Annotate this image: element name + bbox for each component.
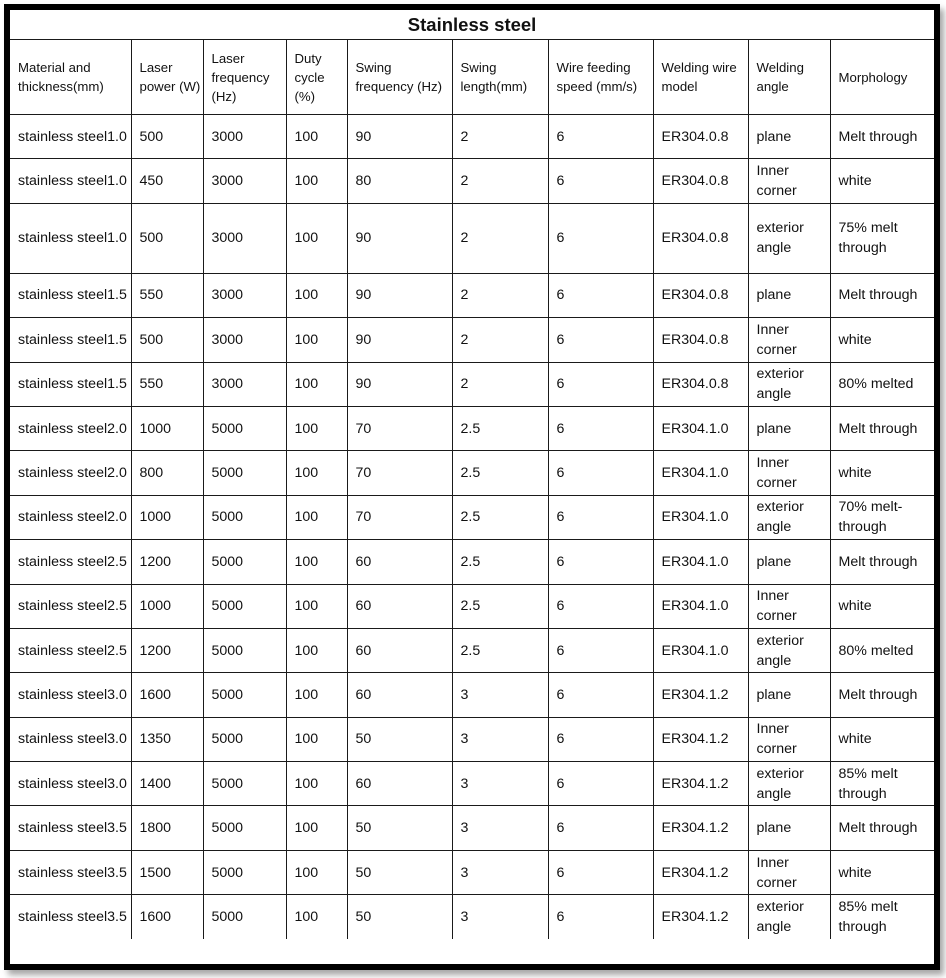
column-header: Swing frequency (Hz) — [347, 40, 452, 115]
cell-welding-angle: Inner corner — [748, 159, 830, 203]
cell-material: stainless steel3.0 — [10, 762, 131, 806]
cell-swing-frequency: 70 — [347, 495, 452, 539]
cell-swing-frequency: 70 — [347, 406, 452, 450]
cell-welding-angle: exterior angle — [748, 203, 830, 273]
cell-laser-frequency: 5000 — [203, 540, 286, 584]
cell-swing-length: 2 — [452, 362, 548, 406]
table-row — [10, 806, 934, 850]
cell-laser-power: 1800 — [131, 806, 203, 850]
cell-material: stainless steel3.5 — [10, 806, 131, 850]
cell-duty-cycle: 100 — [286, 717, 347, 761]
cell-morphology: Melt through — [830, 115, 934, 159]
cell-swing-length: 2 — [452, 318, 548, 362]
cell-welding-angle: Inner corner — [748, 717, 830, 761]
cell-duty-cycle: 100 — [286, 159, 347, 203]
cell-morphology: 85% melt through — [830, 895, 934, 939]
cell-material: stainless steel3.0 — [10, 717, 131, 761]
cell-material: stainless steel2.0 — [10, 451, 131, 495]
cell-duty-cycle: 100 — [286, 628, 347, 672]
cell-swing-frequency: 90 — [347, 273, 452, 317]
cell-wire-feed-speed: 6 — [548, 203, 653, 273]
cell-wire-model: ER304.1.0 — [653, 584, 748, 628]
cell-duty-cycle: 100 — [286, 850, 347, 894]
cell-wire-model: ER304.1.0 — [653, 451, 748, 495]
cell-wire-model: ER304.0.8 — [653, 273, 748, 317]
cell-laser-frequency: 3000 — [203, 273, 286, 317]
cell-wire-feed-speed: 6 — [548, 895, 653, 939]
cell-duty-cycle: 100 — [286, 203, 347, 273]
cell-wire-model: ER304.0.8 — [653, 203, 748, 273]
stainless-steel-table — [10, 10, 934, 939]
cell-wire-feed-speed: 6 — [548, 717, 653, 761]
cell-wire-feed-speed: 6 — [548, 159, 653, 203]
cell-laser-power: 1400 — [131, 762, 203, 806]
cell-swing-length: 2.5 — [452, 451, 548, 495]
column-header: Material and thickness(mm) — [10, 40, 131, 115]
cell-welding-angle: Inner corner — [748, 451, 830, 495]
cell-duty-cycle: 100 — [286, 273, 347, 317]
cell-swing-length: 2 — [452, 273, 548, 317]
column-header: Laser power (W) — [131, 40, 203, 115]
cell-material: stainless steel2.5 — [10, 584, 131, 628]
cell-wire-model: ER304.0.8 — [653, 362, 748, 406]
table-row — [10, 762, 934, 806]
column-header: Duty cycle (%) — [286, 40, 347, 115]
cell-laser-frequency: 5000 — [203, 717, 286, 761]
cell-laser-power: 450 — [131, 159, 203, 203]
cell-material: stainless steel2.5 — [10, 628, 131, 672]
cell-swing-length: 2 — [452, 115, 548, 159]
cell-morphology: Melt through — [830, 540, 934, 584]
cell-swing-frequency: 90 — [347, 203, 452, 273]
cell-laser-frequency: 3000 — [203, 203, 286, 273]
cell-laser-frequency: 5000 — [203, 806, 286, 850]
cell-material: stainless steel2.0 — [10, 495, 131, 539]
cell-swing-frequency: 50 — [347, 850, 452, 894]
cell-swing-frequency: 60 — [347, 540, 452, 584]
cell-morphology: white — [830, 584, 934, 628]
cell-wire-feed-speed: 6 — [548, 673, 653, 717]
cell-welding-angle: exterior angle — [748, 895, 830, 939]
cell-laser-frequency: 5000 — [203, 628, 286, 672]
cell-laser-power: 1350 — [131, 717, 203, 761]
table-row — [10, 850, 934, 894]
table-row — [10, 159, 934, 203]
cell-morphology: 75% melt through — [830, 203, 934, 273]
cell-wire-model: ER304.1.2 — [653, 673, 748, 717]
cell-laser-frequency: 3000 — [203, 115, 286, 159]
cell-morphology: white — [830, 717, 934, 761]
table-row — [10, 495, 934, 539]
cell-duty-cycle: 100 — [286, 895, 347, 939]
cell-laser-power: 1200 — [131, 540, 203, 584]
cell-swing-length: 3 — [452, 850, 548, 894]
cell-duty-cycle: 100 — [286, 806, 347, 850]
cell-duty-cycle: 100 — [286, 584, 347, 628]
cell-wire-model: ER304.1.0 — [653, 540, 748, 584]
cell-wire-model: ER304.1.0 — [653, 628, 748, 672]
cell-duty-cycle: 100 — [286, 540, 347, 584]
column-header: Morphology — [830, 40, 934, 115]
cell-welding-angle: plane — [748, 540, 830, 584]
cell-laser-power: 500 — [131, 318, 203, 362]
cell-morphology: Melt through — [830, 673, 934, 717]
cell-welding-angle: exterior angle — [748, 762, 830, 806]
cell-wire-feed-speed: 6 — [548, 406, 653, 450]
cell-swing-length: 2.5 — [452, 628, 548, 672]
cell-swing-length: 2.5 — [452, 406, 548, 450]
cell-swing-length: 2.5 — [452, 584, 548, 628]
cell-duty-cycle: 100 — [286, 362, 347, 406]
cell-swing-length: 3 — [452, 895, 548, 939]
cell-laser-frequency: 5000 — [203, 762, 286, 806]
cell-laser-power: 550 — [131, 273, 203, 317]
cell-duty-cycle: 100 — [286, 495, 347, 539]
table-row — [10, 584, 934, 628]
cell-laser-power: 1200 — [131, 628, 203, 672]
cell-swing-frequency: 50 — [347, 806, 452, 850]
cell-wire-feed-speed: 6 — [548, 273, 653, 317]
header-row — [10, 40, 934, 115]
cell-welding-angle: exterior angle — [748, 362, 830, 406]
cell-wire-model: ER304.1.0 — [653, 495, 748, 539]
column-header: Swing length(mm) — [452, 40, 548, 115]
cell-duty-cycle: 100 — [286, 318, 347, 362]
cell-welding-angle: Inner corner — [748, 584, 830, 628]
cell-material: stainless steel3.5 — [10, 850, 131, 894]
cell-laser-power: 1000 — [131, 406, 203, 450]
cell-laser-frequency: 3000 — [203, 159, 286, 203]
cell-morphology: 80% melted — [830, 628, 934, 672]
cell-wire-model: ER304.1.2 — [653, 762, 748, 806]
cell-laser-power: 1000 — [131, 584, 203, 628]
cell-swing-length: 3 — [452, 673, 548, 717]
cell-swing-length: 3 — [452, 806, 548, 850]
cell-wire-model: ER304.1.2 — [653, 806, 748, 850]
table-title: Stainless steel — [10, 10, 934, 40]
cell-morphology: 80% melted — [830, 362, 934, 406]
cell-material: stainless steel2.0 — [10, 406, 131, 450]
cell-duty-cycle: 100 — [286, 406, 347, 450]
table-row — [10, 451, 934, 495]
cell-welding-angle: plane — [748, 673, 830, 717]
cell-material: stainless steel3.0 — [10, 673, 131, 717]
cell-material: stainless steel3.5 — [10, 895, 131, 939]
table-row — [10, 406, 934, 450]
cell-morphology: white — [830, 318, 934, 362]
cell-morphology: 85% melt through — [830, 762, 934, 806]
cell-duty-cycle: 100 — [286, 762, 347, 806]
cell-swing-frequency: 60 — [347, 762, 452, 806]
cell-swing-frequency: 50 — [347, 895, 452, 939]
cell-swing-length: 2.5 — [452, 540, 548, 584]
cell-swing-length: 2.5 — [452, 495, 548, 539]
cell-laser-frequency: 5000 — [203, 451, 286, 495]
cell-wire-feed-speed: 6 — [548, 628, 653, 672]
cell-morphology: 70% melt-through — [830, 495, 934, 539]
cell-wire-feed-speed: 6 — [548, 362, 653, 406]
column-header: Laser frequency (Hz) — [203, 40, 286, 115]
cell-wire-feed-speed: 6 — [548, 318, 653, 362]
table-row — [10, 273, 934, 317]
cell-wire-feed-speed: 6 — [548, 495, 653, 539]
cell-morphology: white — [830, 159, 934, 203]
cell-laser-power: 500 — [131, 203, 203, 273]
cell-swing-frequency: 90 — [347, 362, 452, 406]
cell-welding-angle: plane — [748, 406, 830, 450]
table-row — [10, 628, 934, 672]
cell-laser-frequency: 3000 — [203, 362, 286, 406]
cell-material: stainless steel1.5 — [10, 273, 131, 317]
cell-swing-frequency: 60 — [347, 628, 452, 672]
table-row — [10, 717, 934, 761]
cell-swing-frequency: 70 — [347, 451, 452, 495]
table-frame — [4, 4, 940, 970]
cell-morphology: Melt through — [830, 806, 934, 850]
cell-laser-power: 1600 — [131, 673, 203, 717]
column-header: Wire feeding speed (mm/s) — [548, 40, 653, 115]
cell-wire-feed-speed: 6 — [548, 451, 653, 495]
cell-wire-model: ER304.1.2 — [653, 850, 748, 894]
cell-laser-frequency: 5000 — [203, 895, 286, 939]
cell-morphology: white — [830, 850, 934, 894]
cell-welding-angle: plane — [748, 273, 830, 317]
cell-wire-feed-speed: 6 — [548, 584, 653, 628]
table-row — [10, 115, 934, 159]
table-row — [10, 362, 934, 406]
cell-welding-angle: exterior angle — [748, 495, 830, 539]
cell-laser-power: 550 — [131, 362, 203, 406]
cell-morphology: white — [830, 451, 934, 495]
cell-material: stainless steel1.5 — [10, 362, 131, 406]
cell-welding-angle: Inner corner — [748, 850, 830, 894]
cell-wire-feed-speed: 6 — [548, 806, 653, 850]
cell-laser-frequency: 5000 — [203, 850, 286, 894]
cell-swing-length: 3 — [452, 717, 548, 761]
cell-laser-power: 800 — [131, 451, 203, 495]
table-row — [10, 318, 934, 362]
cell-duty-cycle: 100 — [286, 451, 347, 495]
table-row — [10, 895, 934, 939]
cell-swing-length: 3 — [452, 762, 548, 806]
cell-laser-power: 1600 — [131, 895, 203, 939]
cell-welding-angle: plane — [748, 806, 830, 850]
cell-material: stainless steel1.5 — [10, 318, 131, 362]
column-header: Welding angle — [748, 40, 830, 115]
cell-morphology: Melt through — [830, 406, 934, 450]
cell-material: stainless steel1.0 — [10, 115, 131, 159]
cell-laser-power: 1000 — [131, 495, 203, 539]
cell-wire-feed-speed: 6 — [548, 115, 653, 159]
cell-welding-angle: plane — [748, 115, 830, 159]
cell-laser-frequency: 5000 — [203, 584, 286, 628]
cell-swing-frequency: 90 — [347, 115, 452, 159]
table-row — [10, 673, 934, 717]
cell-laser-frequency: 5000 — [203, 673, 286, 717]
table-row — [10, 203, 934, 273]
cell-swing-frequency: 50 — [347, 717, 452, 761]
cell-wire-model: ER304.0.8 — [653, 159, 748, 203]
cell-wire-model: ER304.0.8 — [653, 115, 748, 159]
cell-morphology: Melt through — [830, 273, 934, 317]
cell-wire-model: ER304.0.8 — [653, 318, 748, 362]
cell-wire-feed-speed: 6 — [548, 762, 653, 806]
cell-laser-frequency: 5000 — [203, 406, 286, 450]
table-row — [10, 540, 934, 584]
cell-welding-angle: Inner corner — [748, 318, 830, 362]
cell-duty-cycle: 100 — [286, 115, 347, 159]
cell-wire-model: ER304.1.2 — [653, 717, 748, 761]
cell-laser-power: 1500 — [131, 850, 203, 894]
cell-swing-length: 2 — [452, 203, 548, 273]
cell-swing-frequency: 80 — [347, 159, 452, 203]
cell-wire-feed-speed: 6 — [548, 850, 653, 894]
cell-laser-frequency: 3000 — [203, 318, 286, 362]
cell-swing-frequency: 60 — [347, 673, 452, 717]
cell-swing-frequency: 90 — [347, 318, 452, 362]
cell-wire-model: ER304.1.2 — [653, 895, 748, 939]
column-header: Welding wire model — [653, 40, 748, 115]
cell-material: stainless steel1.0 — [10, 159, 131, 203]
cell-welding-angle: exterior angle — [748, 628, 830, 672]
cell-material: stainless steel2.5 — [10, 540, 131, 584]
cell-material: stainless steel1.0 — [10, 203, 131, 273]
cell-laser-frequency: 5000 — [203, 495, 286, 539]
cell-laser-power: 500 — [131, 115, 203, 159]
cell-wire-feed-speed: 6 — [548, 540, 653, 584]
cell-swing-frequency: 60 — [347, 584, 452, 628]
cell-wire-model: ER304.1.0 — [653, 406, 748, 450]
cell-swing-length: 2 — [452, 159, 548, 203]
cell-duty-cycle: 100 — [286, 673, 347, 717]
